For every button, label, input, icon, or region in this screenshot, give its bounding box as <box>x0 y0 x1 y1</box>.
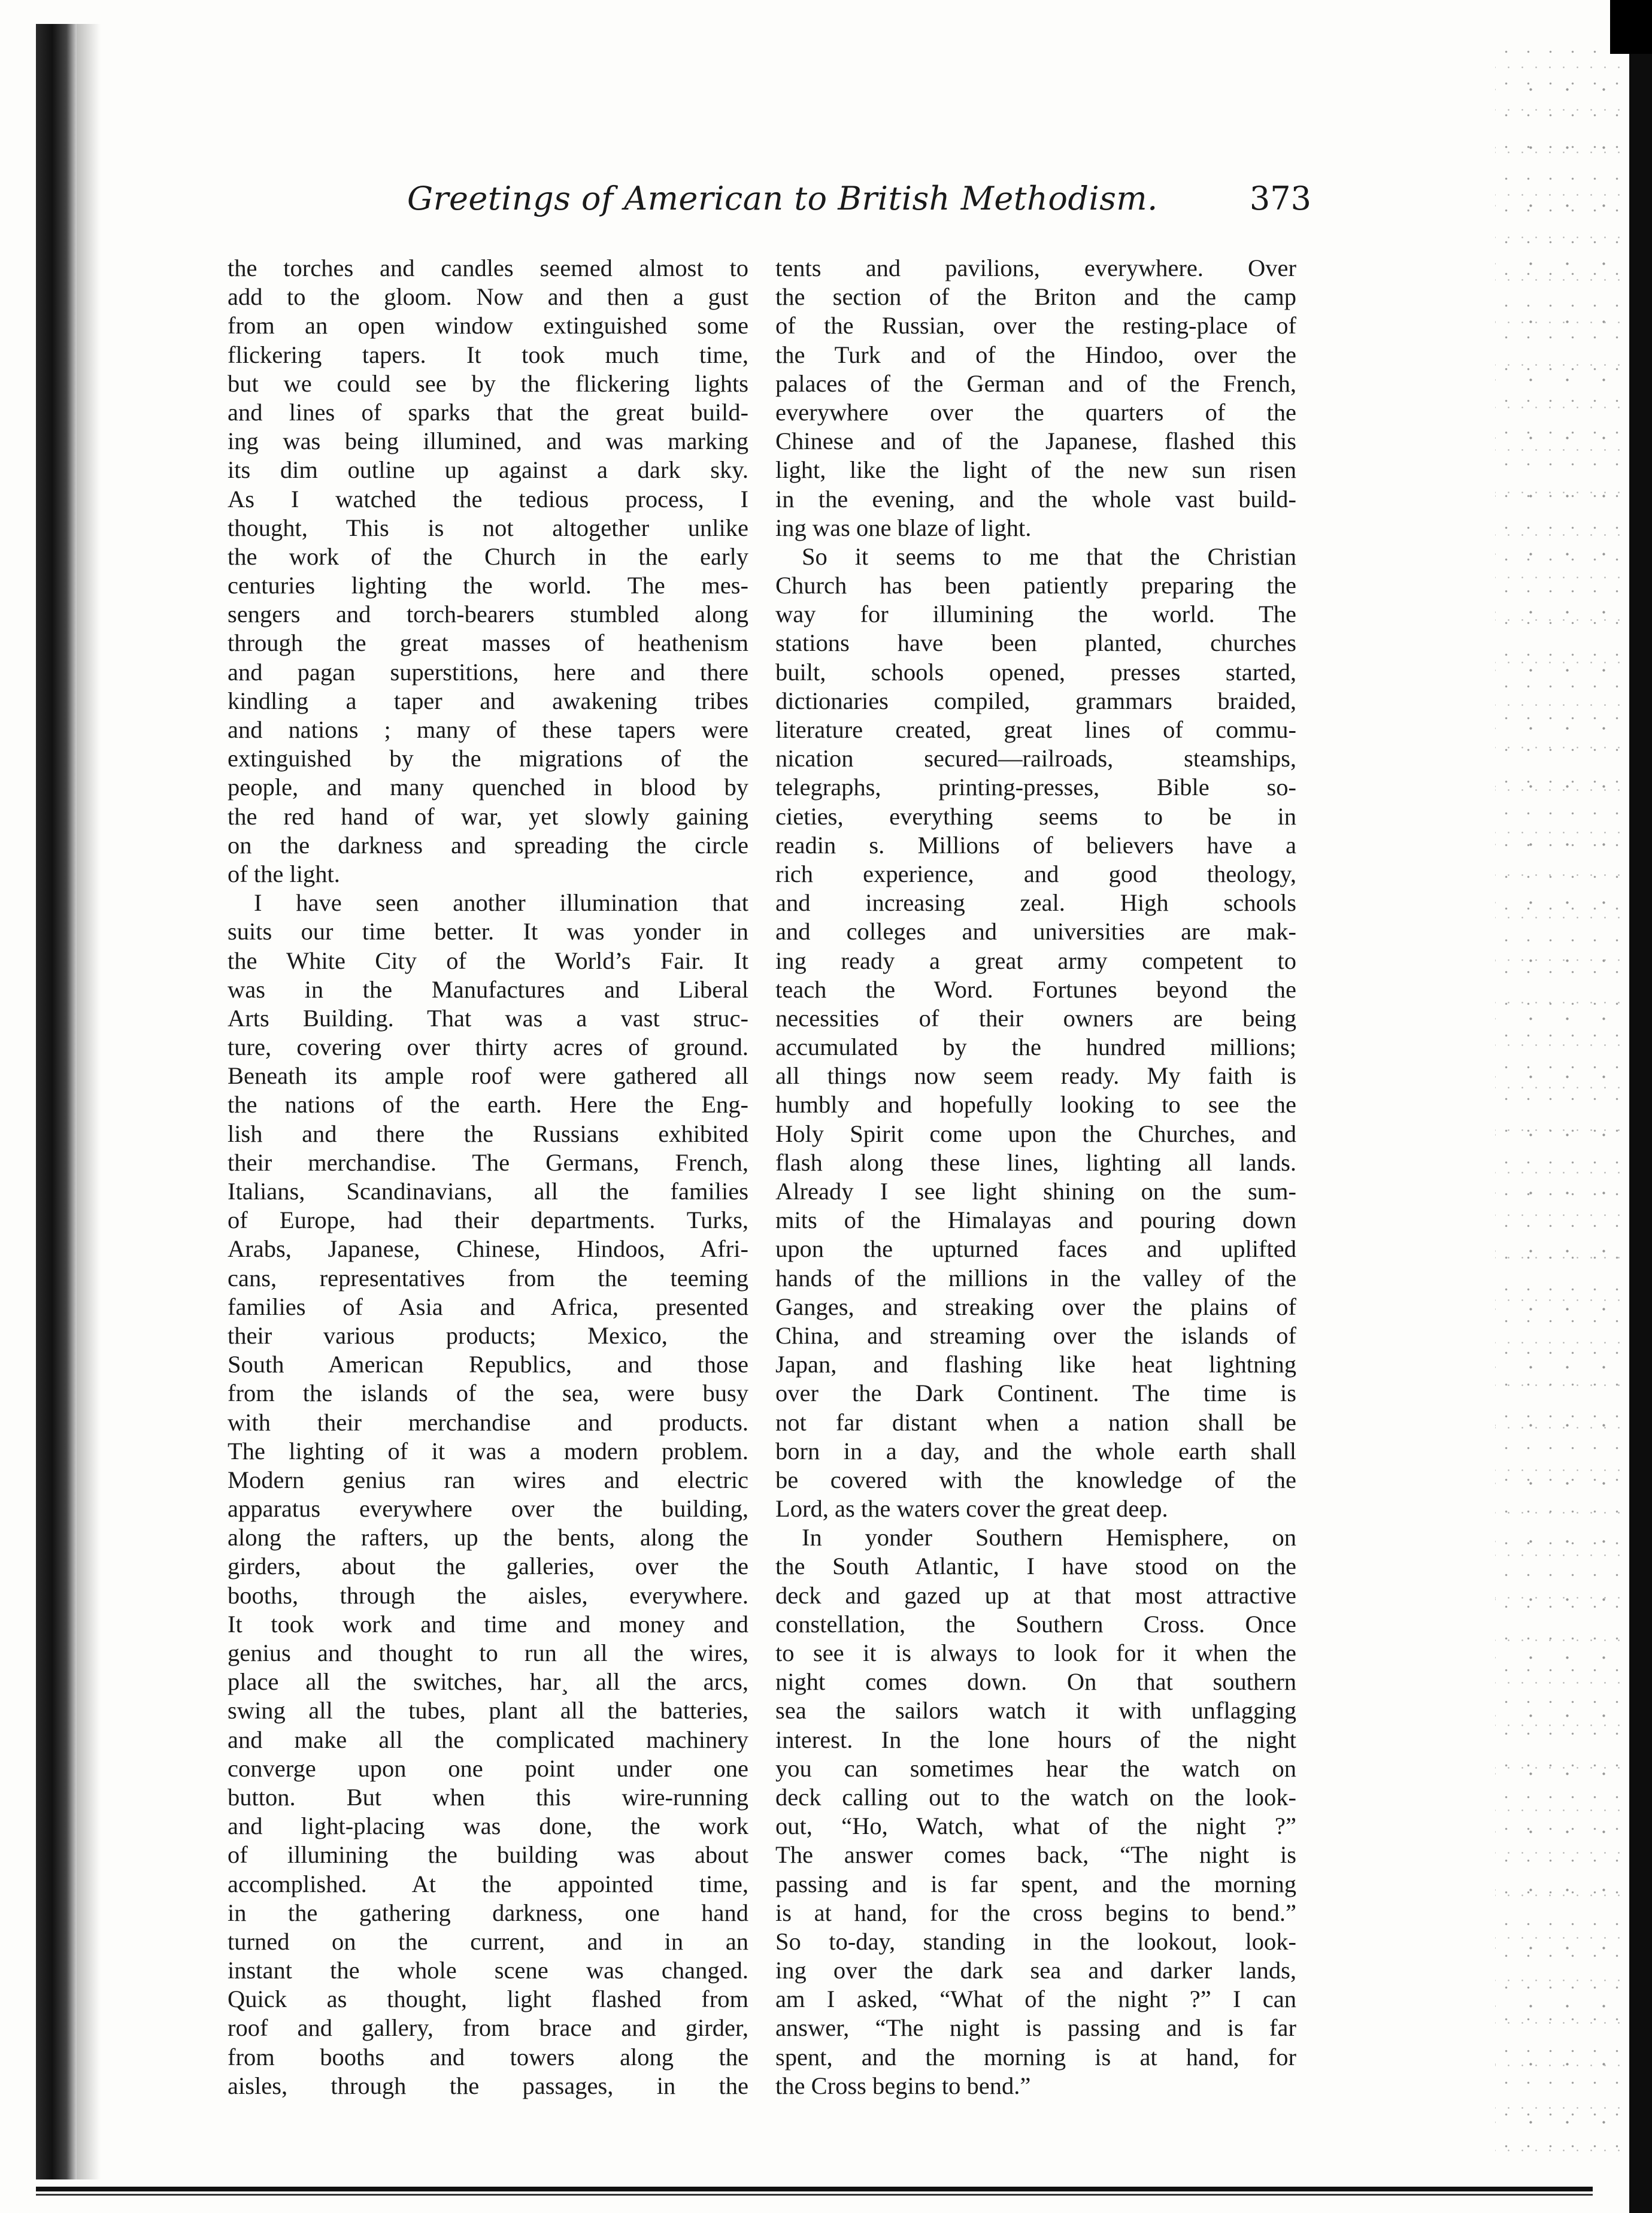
text-line: their merchandise. The Germans, French, <box>228 1148 748 1176</box>
text-line: teach the Word. Fortunes beyond the <box>775 975 1296 1003</box>
text-line: in the evening, and the whole vast build- <box>775 485 1296 513</box>
text-line: through the great masses of heathenism <box>228 629 748 657</box>
text-line: girders, about the galleries, over the <box>228 1553 748 1580</box>
text-line: So it seems to me that the Christian <box>802 542 1296 570</box>
text-line: sengers and torch-bearers stumbled along <box>228 601 748 628</box>
text-line: and colleges and universities are mak- <box>775 918 1296 945</box>
text-line: you can sometimes hear the watch on <box>775 1754 1296 1782</box>
text-line: is at hand, for the cross begins to bend.” <box>775 1899 1296 1926</box>
text-line: families of Asia and Africa, presented <box>228 1293 748 1320</box>
text-line: from the islands of the sea, were busy <box>228 1380 748 1407</box>
text-line: suits our time better. It was yonder in <box>228 918 748 945</box>
text-line: centuries lighting the world. The mes- <box>228 572 748 599</box>
text-line: of the Russian, over the resting-place of <box>775 312 1296 339</box>
text-line: be covered with the knowledge of the <box>775 1466 1296 1493</box>
text-line: aisles, through the passages, in the <box>228 2072 748 2099</box>
text-line: Beneath its ample roof were gathered all <box>228 1062 748 1090</box>
text-line: booths, through the aisles, everywhere. <box>228 1581 748 1609</box>
text-line: flickering tapers. It took much time, <box>228 341 748 368</box>
text-line: the section of the Briton and the camp <box>775 283 1296 311</box>
text-line: and nations ; many of these tapers were <box>228 716 748 743</box>
text-line: telegraphs, printing-presses, Bible so- <box>775 774 1296 801</box>
text-line: swing all the tubes, plant all the batteries, <box>228 1697 748 1724</box>
text-line: upon the upturned faces and uplifted <box>775 1235 1296 1263</box>
text-line: Arabs, Japanese, Chinese, Hindoos, Afri- <box>228 1235 748 1263</box>
text-line: ing was being illumined, and was marking <box>228 428 748 455</box>
text-line: Holy Spirit come upon the Churches, and <box>775 1120 1296 1147</box>
text-line: Modern genius ran wires and electric <box>228 1466 748 1493</box>
text-line: Quick as thought, light flashed from <box>228 1985 748 2013</box>
text-line: its dim outline up against a dark sky. <box>228 456 748 484</box>
text-line: So to-day, standing in the lookout, look- <box>775 1927 1296 1955</box>
bottom-rule <box>36 2187 1593 2191</box>
text-line: Lord, as the waters cover the great deep. <box>775 1495 1168 1523</box>
text-line: from an open window extinguished some <box>228 312 748 339</box>
text-line: extinguished by the migrations of the <box>228 745 748 772</box>
text-line: add to the gloom. Now and then a gust <box>228 283 748 311</box>
text-line: hands of the millions in the valley of the <box>775 1264 1296 1292</box>
text-line: Already I see light shining on the sum- <box>775 1178 1296 1205</box>
text-line: and lines of sparks that the great build- <box>228 398 748 426</box>
text-line: the Cross begins to bend.” <box>775 2072 1031 2099</box>
text-line: everywhere over the quarters of the <box>775 398 1296 426</box>
text-line: thought, This is not altogether unlike <box>228 514 748 541</box>
text-line: palaces of the German and of the French, <box>775 369 1296 397</box>
text-line: accomplished. At the appointed time, <box>228 1870 748 1897</box>
text-line: the South Atlantic, I have stood on the <box>775 1553 1296 1580</box>
page-edge-speckles <box>1495 36 1627 2167</box>
binding-edge <box>36 24 77 2179</box>
text-line: cieties, everything seems to be in <box>775 802 1296 830</box>
text-line: South American Republics, and those <box>228 1351 748 1378</box>
text-line: tents and pavilions, everywhere. Over <box>775 254 1296 281</box>
top-right-corner <box>1610 0 1652 54</box>
page-number: 373 <box>1249 180 1311 217</box>
text-line: The answer comes back, “The night is <box>775 1841 1296 1869</box>
text-line: nication secured—railroads, steamships, <box>775 745 1296 772</box>
text-line: flash along these lines, lighting all lands. <box>775 1148 1296 1176</box>
text-line: interest. In the lone hours of the night <box>775 1726 1296 1753</box>
text-line: built, schools opened, presses started, <box>775 658 1296 686</box>
bottom-rule-thin <box>36 2194 1593 2196</box>
text-line: over the Dark Continent. The time is <box>775 1380 1296 1407</box>
text-line: all things now seem ready. My faith is <box>775 1062 1296 1090</box>
text-line: ing over the dark sea and darker lands, <box>775 1957 1296 1984</box>
text-line: readin s. Millions of believers have a <box>775 831 1296 859</box>
text-line: As I watched the tedious process, I <box>228 485 748 513</box>
text-line: The lighting of it was a modern problem. <box>228 1437 748 1465</box>
text-line: dictionaries compiled, grammars braided, <box>775 687 1296 714</box>
text-line: I have seen another illumination that <box>254 889 748 917</box>
text-line: the nations of the earth. Here the Eng- <box>228 1091 748 1118</box>
text-line: accumulated by the hundred millions; <box>775 1033 1296 1061</box>
text-line: Chinese and of the Japanese, flashed this <box>775 428 1296 455</box>
text-line: and make all the complicated machinery <box>228 1726 748 1753</box>
text-line: instant the whole scene was changed. <box>228 1957 748 1984</box>
text-line: deck and gazed up at that most attractive <box>775 1581 1296 1609</box>
text-line: out, “Ho, Watch, what of the night ?” <box>775 1812 1296 1840</box>
text-line: the work of the Church in the early <box>228 542 748 570</box>
text-line: but we could see by the flickering lights <box>228 369 748 397</box>
text-line: answer, “The night is passing and is far <box>775 2014 1296 2042</box>
text-line: place all the switches, har¸ all the arcs, <box>228 1668 748 1696</box>
text-line: lish and there the Russians exhibited <box>228 1120 748 1147</box>
text-line: genius and thought to run all the wires, <box>228 1639 748 1666</box>
text-line: button. But when this wire-running <box>228 1783 748 1811</box>
text-line: people, and many quenched in blood by <box>228 774 748 801</box>
text-line: their various products; Mexico, the <box>228 1321 748 1349</box>
text-line: the red hand of war, yet slowly gaining <box>228 802 748 830</box>
text-line: of the light. <box>228 860 340 887</box>
text-line: born in a day, and the whole earth shall <box>775 1437 1296 1465</box>
text-line: apparatus everywhere over the building, <box>228 1495 748 1523</box>
right-edge-band <box>1629 0 1652 2213</box>
text-line: In yonder Southern Hemisphere, on <box>802 1524 1296 1551</box>
text-line: along the rafters, up the bents, along the <box>228 1524 748 1551</box>
text-line: night comes down. On that southern <box>775 1668 1296 1696</box>
text-line: spent, and the morning is at hand, for <box>775 2043 1296 2070</box>
binding-shadow <box>77 24 101 2179</box>
text-line: rich experience, and good theology, <box>775 860 1296 887</box>
text-line: and light-placing was done, the work <box>228 1812 748 1840</box>
text-line: the White City of the World’s Fair. It <box>228 947 748 974</box>
text-line: turned on the current, and in an <box>228 1927 748 1955</box>
text-line: was in the Manufactures and Liberal <box>228 975 748 1003</box>
text-line: ing was one blaze of light. <box>775 514 1032 541</box>
text-line: roof and gallery, from brace and girder, <box>228 2014 748 2042</box>
right-column <box>775 254 1296 2100</box>
text-line: and increasing zeal. High schools <box>775 889 1296 917</box>
text-line: Ganges, and streaking over the plains of <box>775 1293 1296 1320</box>
text-line: the torches and candles seemed almost to <box>228 254 748 281</box>
text-line: literature created, great lines of commu- <box>775 716 1296 743</box>
text-line: It took work and time and money and <box>228 1610 748 1638</box>
text-line: deck calling out to the watch on the look- <box>775 1783 1296 1811</box>
text-line: Japan, and flashing like heat lightning <box>775 1351 1296 1378</box>
text-line: the Turk and of the Hindoo, over the <box>775 341 1296 368</box>
text-line: Church has been patiently preparing the <box>775 572 1296 599</box>
text-line: China, and streaming over the islands of <box>775 1321 1296 1349</box>
text-line: mits of the Himalayas and pouring down <box>775 1206 1296 1234</box>
text-line: Arts Building. That was a vast struc- <box>228 1004 748 1032</box>
text-line: in the gathering darkness, one hand <box>228 1899 748 1926</box>
text-line: humbly and hopefully looking to see the <box>775 1091 1296 1118</box>
text-line: of illumining the building was about <box>228 1841 748 1869</box>
text-line: and pagan superstitions, here and there <box>228 658 748 686</box>
text-line: stations have been planted, churches <box>775 629 1296 657</box>
running-title: Greetings of American to British Methodism. <box>407 180 1158 217</box>
text-line: ture, covering over thirty acres of ground. <box>228 1033 748 1061</box>
text-line: kindling a taper and awakening tribes <box>228 687 748 714</box>
text-line: with their merchandise and products. <box>228 1408 748 1436</box>
text-line: not far distant when a nation shall be <box>775 1408 1296 1436</box>
text-line: from booths and towers along the <box>228 2043 748 2070</box>
left-column <box>228 254 748 2100</box>
text-line: passing and is far spent, and the morning <box>775 1870 1296 1897</box>
text-line: converge upon one point under one <box>228 1754 748 1782</box>
text-line: constellation, the Southern Cross. Once <box>775 1610 1296 1638</box>
text-line: cans, representatives from the teeming <box>228 1264 748 1292</box>
text-line: necessities of their owners are being <box>775 1004 1296 1032</box>
text-line: sea the sailors watch it with unflagging <box>775 1697 1296 1724</box>
text-line: am I asked, “What of the night ?” I can <box>775 1985 1296 2013</box>
text-line: on the darkness and spreading the circle <box>228 831 748 859</box>
text-line: of Europe, had their departments. Turks, <box>228 1206 748 1234</box>
text-line: ing ready a great army competent to <box>775 947 1296 974</box>
text-line: Italians, Scandinavians, all the families <box>228 1178 748 1205</box>
text-line: way for illumining the world. The <box>775 601 1296 628</box>
text-line: to see it is always to look for it when the <box>775 1639 1296 1666</box>
text-line: light, like the light of the new sun risen <box>775 456 1296 484</box>
